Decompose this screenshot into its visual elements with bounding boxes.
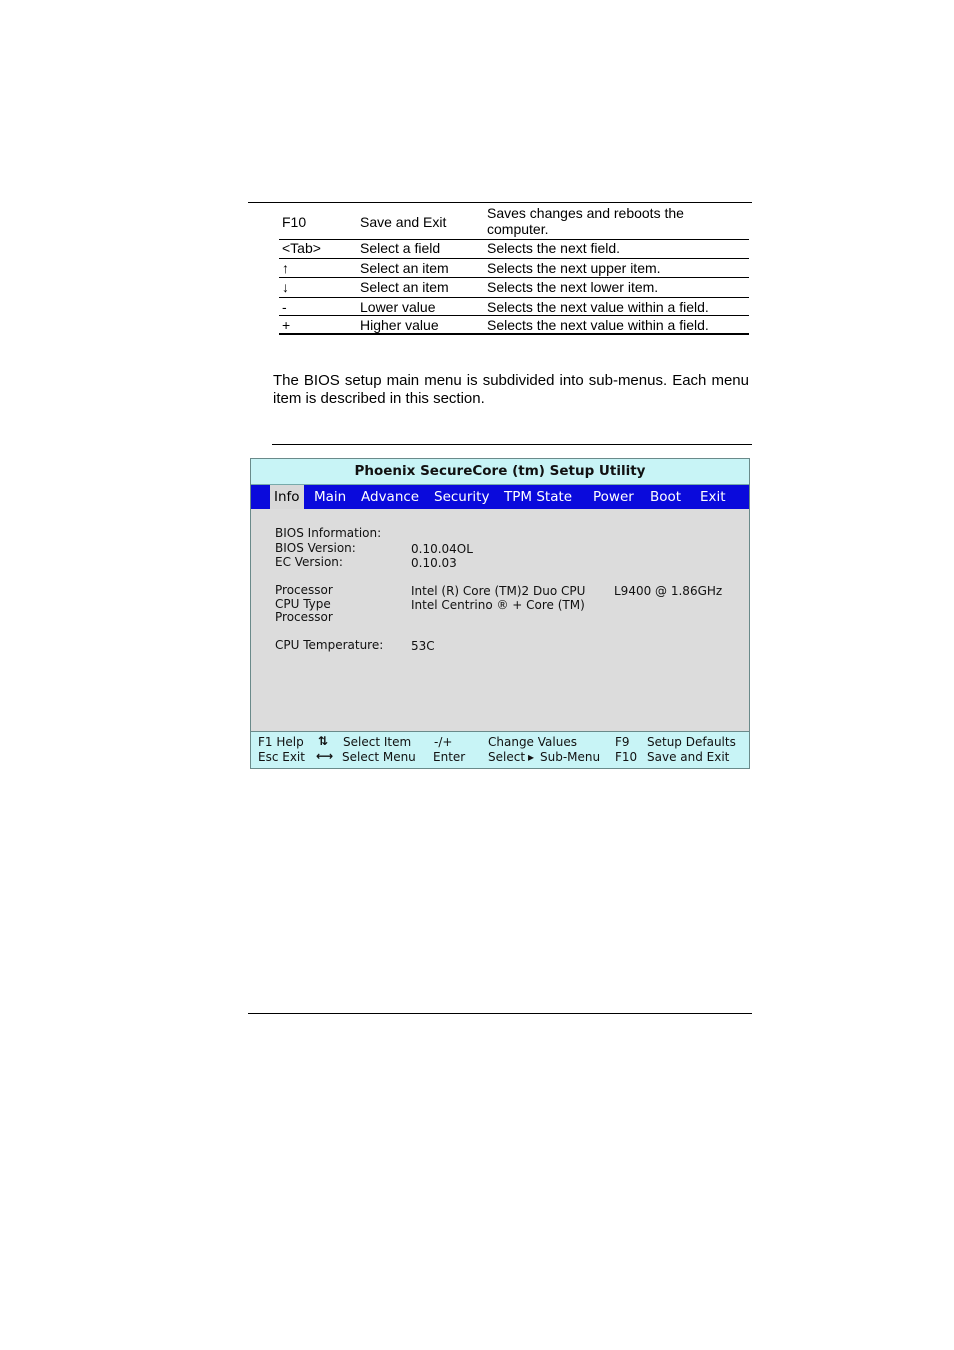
function-cell: Select an item	[360, 279, 449, 295]
bios-menu-bar	[251, 485, 749, 509]
table-row	[279, 298, 749, 316]
esc-exit: Esc Exit	[258, 750, 305, 764]
description-cell: Selects the next upper item.	[487, 260, 661, 276]
cpu-temp-label: CPU Temperature:	[275, 638, 384, 652]
processor-model: L9400 @ 1.86GHz	[614, 584, 723, 598]
function-cell: Save and Exit	[360, 214, 447, 230]
figure-rule	[272, 444, 752, 445]
key-cell: +	[282, 317, 291, 333]
enter-key: Enter	[433, 750, 466, 764]
f1-help: F1 Help	[258, 735, 304, 749]
processor-value: Intel (R) Core (TM)2 Duo CPU	[411, 584, 586, 598]
description-cell: Selects the next field.	[487, 240, 621, 256]
intro-paragraph: The BIOS setup main menu is subdivided into sub-menus. Each menu item is described in this section.	[273, 372, 749, 407]
description-cell: Selects the next value within a field.	[487, 299, 709, 315]
bios-info-label: BIOS Information:	[275, 526, 382, 540]
cpu-type-value: Intel Centrino ® + Core (TM)	[411, 598, 585, 612]
up-down-arrows-icon: ⇅	[318, 734, 329, 748]
function-cell: Higher value	[360, 317, 439, 333]
tab-security[interactable]: Security	[434, 489, 490, 505]
function-cell: Select an item	[360, 260, 449, 276]
key-cell: F10	[282, 214, 307, 230]
function-cell: Select a field	[360, 240, 441, 256]
tab-advance[interactable]: Advance	[361, 489, 420, 505]
processor-label: Processor	[275, 583, 333, 597]
setup-defaults: Setup Defaults	[647, 735, 736, 749]
bios-title: Phoenix SecureCore (tm) Setup Utility	[251, 459, 749, 485]
key-cell: <Tab>	[282, 240, 321, 256]
table-row	[279, 240, 749, 259]
save-and-exit: Save and Exit	[647, 750, 730, 764]
tab-power[interactable]: Power	[593, 489, 634, 505]
cpu-type-label: CPU Type	[275, 597, 331, 611]
bios-version-label: BIOS Version:	[275, 541, 356, 555]
key-table	[279, 204, 749, 335]
key-cell: -	[282, 299, 287, 315]
bios-setup-screen	[250, 458, 750, 769]
bios-version-value: 0.10.04OL	[411, 542, 473, 556]
table-row	[279, 259, 749, 278]
select-sub: Select	[488, 750, 526, 764]
sub-menu: Sub-Menu	[540, 750, 601, 764]
cpu-temp-value: 53C	[411, 639, 435, 653]
tab-tpm-state[interactable]: TPM State	[504, 489, 573, 505]
top-rule	[248, 202, 752, 203]
select-item: Select Item	[343, 735, 412, 749]
f10-key: F10	[615, 750, 638, 764]
bottom-rule	[248, 1013, 752, 1014]
sub-menu-arrow-icon: ▸	[528, 750, 535, 764]
ec-version-label: EC Version:	[275, 555, 343, 569]
table-row	[279, 316, 749, 335]
f9-key: F9	[615, 735, 630, 749]
table-row	[279, 278, 749, 298]
bios-help-bar	[251, 732, 749, 768]
select-menu: Select Menu	[342, 750, 416, 764]
function-cell: Lower value	[360, 299, 436, 315]
tab-info[interactable]: Info	[270, 485, 304, 509]
tab-main[interactable]: Main	[314, 489, 347, 505]
tab-boot[interactable]: Boot	[650, 489, 682, 505]
change-values: Change Values	[488, 735, 577, 749]
ec-version-value: 0.10.03	[411, 556, 457, 570]
up-arrow-icon: ↑	[282, 260, 289, 276]
description-cell: Saves changes and reboots the computer.	[487, 205, 684, 237]
tab-exit[interactable]: Exit	[700, 489, 726, 505]
table-row	[279, 204, 749, 240]
down-arrow-icon: ↓	[282, 279, 289, 295]
description-cell: Selects the next value within a field.	[487, 317, 709, 333]
left-right-arrows-icon: ⟷	[316, 749, 334, 763]
processor-label-2: Processor	[275, 610, 333, 624]
bios-info-panel	[251, 509, 749, 732]
minus-plus-key: -/+	[434, 735, 453, 749]
description-cell: Selects the next lower item.	[487, 279, 659, 295]
